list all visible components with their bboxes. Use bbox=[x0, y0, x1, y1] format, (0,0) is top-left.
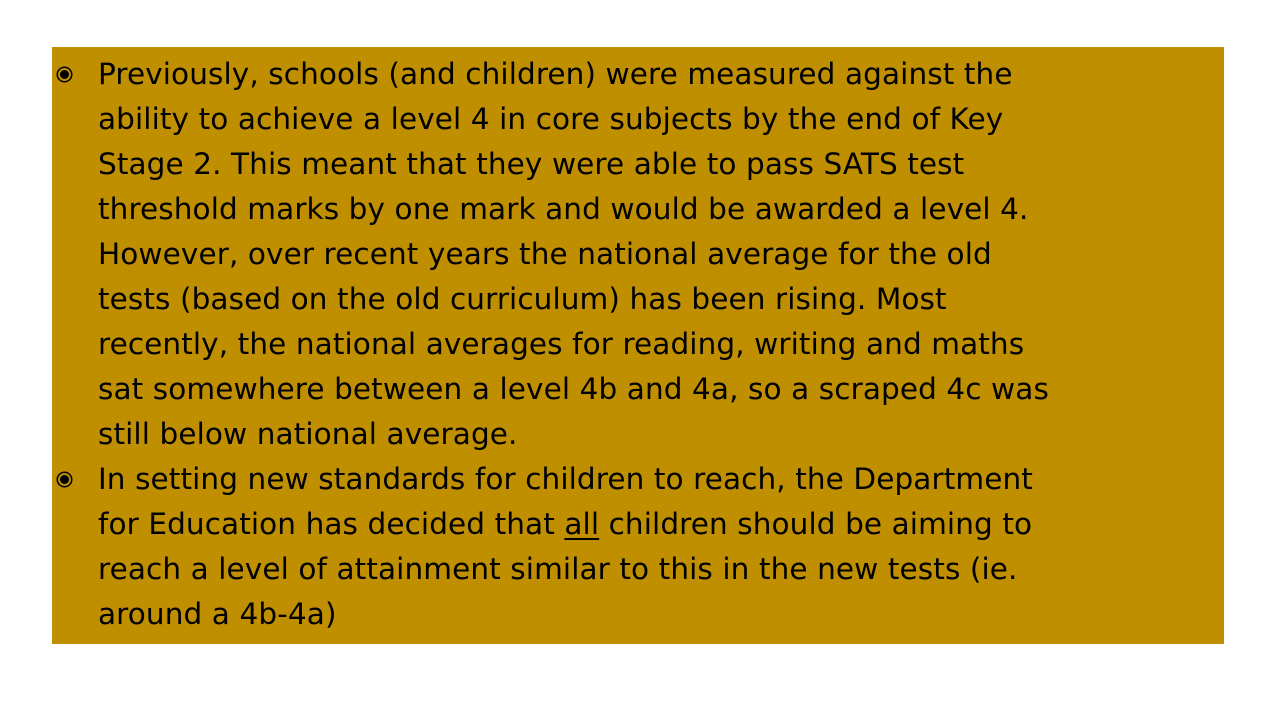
bullet-1-line-7: recently, the national averages for reading, writing and maths bbox=[98, 327, 1025, 361]
bullet-2-line-4: around a 4b-4a) bbox=[98, 597, 337, 631]
bullet-1-line-1: Previously, schools (and children) were measured against the bbox=[98, 57, 1013, 91]
content-box bbox=[52, 47, 1224, 644]
bullet-item-1 bbox=[52, 52, 1224, 457]
bullet-2-line-2-before: for Education has decided that bbox=[98, 507, 565, 541]
bullet-1-line-9: still below national average. bbox=[98, 417, 518, 451]
bullet-icon bbox=[54, 457, 74, 502]
bullet-2-line-1: In setting new standards for children to reach, the Department bbox=[98, 462, 1033, 496]
bullet-2-line-2 bbox=[98, 502, 1224, 547]
bullet-2-line-3: reach a level of attainment similar to this in the new tests (ie. bbox=[98, 552, 1018, 586]
bullet-icon bbox=[54, 52, 74, 97]
bullet-1-line-2: ability to achieve a level 4 in core subjects by the end of Key bbox=[98, 102, 1004, 136]
bullet-1-line-6: tests (based on the old curriculum) has been rising. Most bbox=[98, 282, 947, 316]
bullet-1-line-8: sat somewhere between a level 4b and 4a, so a scraped 4c was bbox=[98, 372, 1049, 406]
bullet-1-line-4: threshold marks by one mark and would be awarded a level 4. bbox=[98, 192, 1029, 226]
bullet-1-line-3: Stage 2. This meant that they were able to pass SATS test bbox=[98, 147, 965, 181]
bullet-1-line-5: However, over recent years the national average for the old bbox=[98, 237, 992, 271]
emphasis-all: all bbox=[564, 507, 600, 541]
bullet-2-line-2-after: children should be aiming to bbox=[599, 507, 1033, 541]
bullet-item-2 bbox=[52, 457, 1224, 637]
bullet-list bbox=[52, 52, 1224, 637]
